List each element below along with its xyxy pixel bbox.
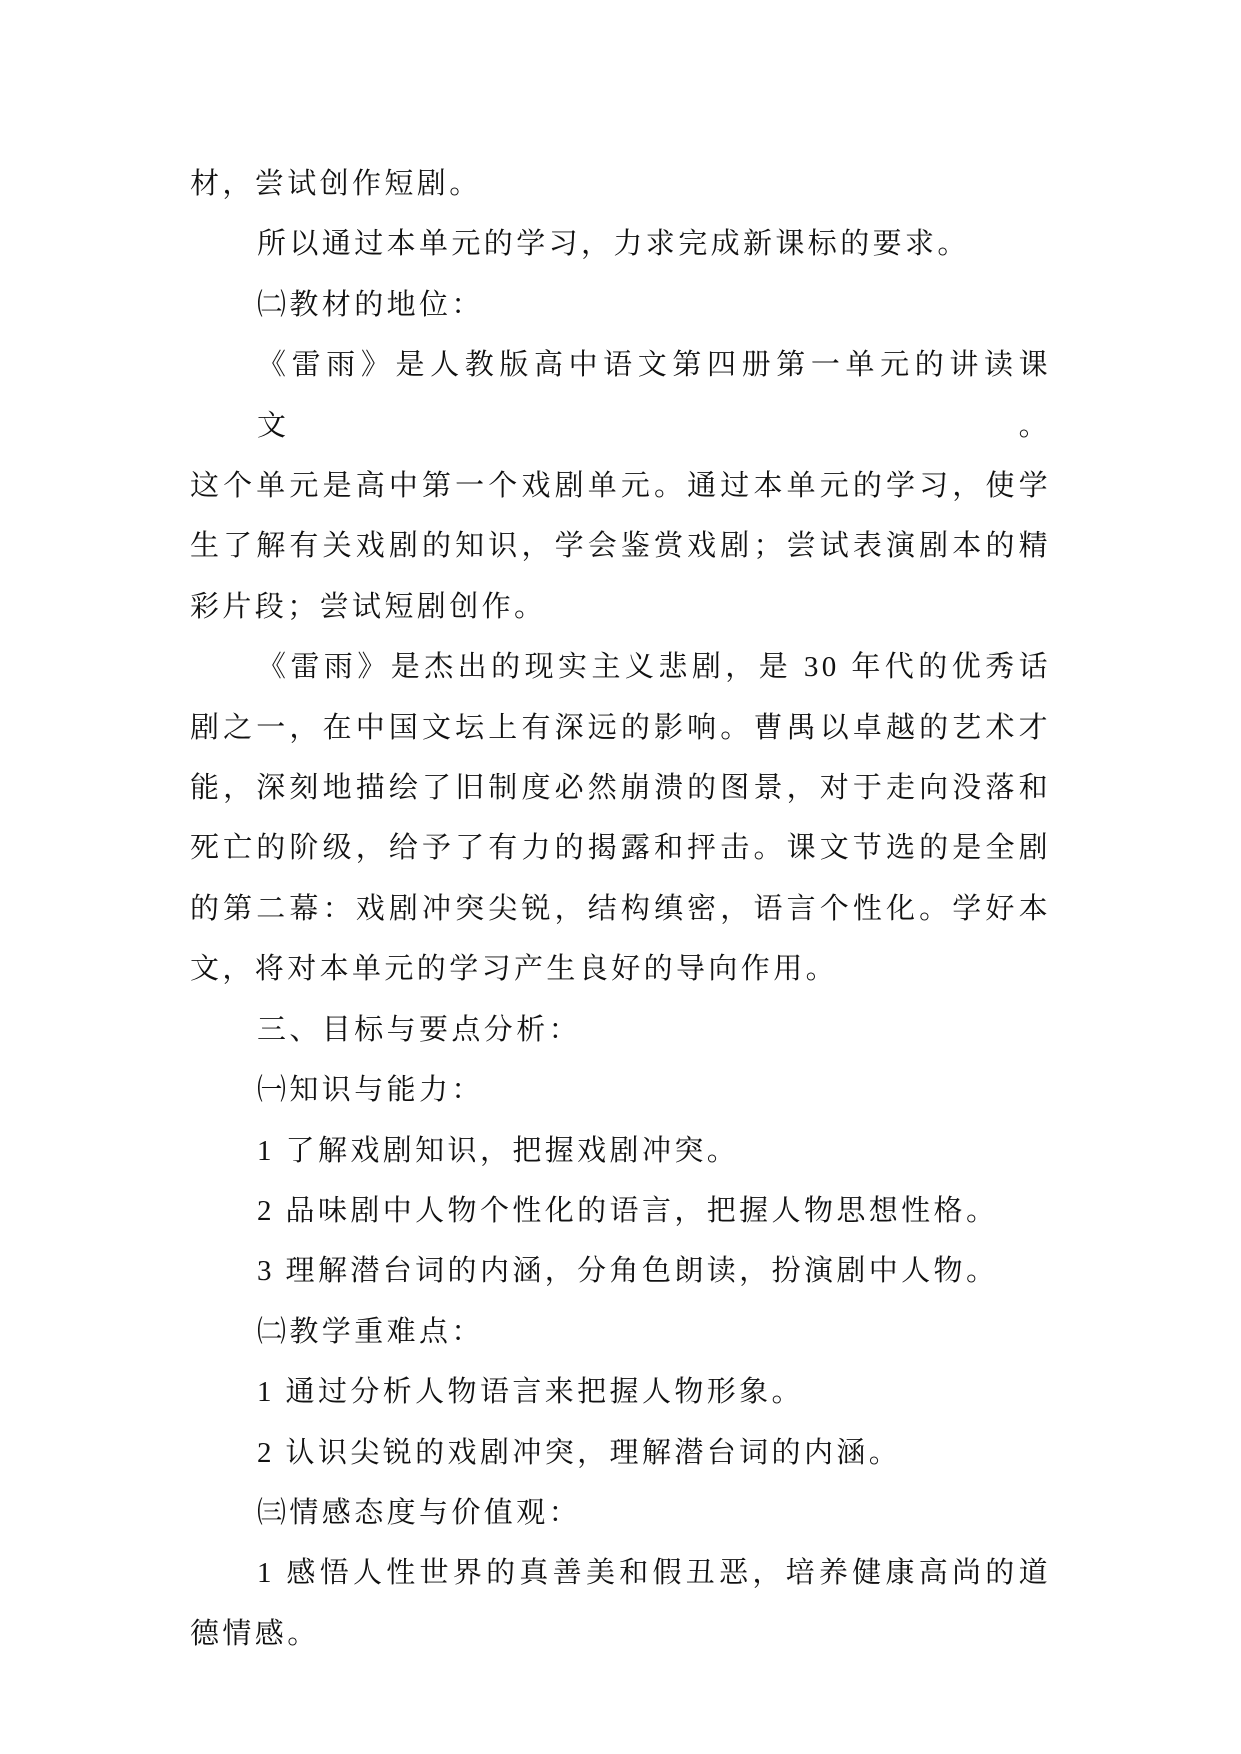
subsection-heading <box>190 275 1051 335</box>
text-line: 剧之一，在中国文坛上有深远的影响。曹禺以卓越的艺术才 <box>190 711 1051 744</box>
text-line: ㈠知识与能力： <box>257 1074 484 1107</box>
body-paragraph-continuation <box>190 154 1051 214</box>
list-item <box>190 1181 1051 1241</box>
subsection-heading <box>190 1302 1051 1362</box>
text-line: 这个单元是高中第一个戏剧单元。通过本单元的学习，使学 <box>190 470 1051 503</box>
text-line: 3 理解潜台词的内涵，分角色朗读，扮演剧中人物。 <box>257 1255 999 1288</box>
section-heading <box>190 1000 1051 1060</box>
list-item <box>190 1423 1051 1483</box>
document-body <box>190 154 1051 1664</box>
text-line: 生了解有关戏剧的知识，学会鉴赏戏剧；尝试表演剧本的精 <box>190 530 1051 563</box>
subsection-heading <box>190 1060 1051 1120</box>
text-line: 所以通过本单元的学习，力求完成新课标的要求。 <box>257 228 970 261</box>
text-line: 能，深刻地描绘了旧制度必然崩溃的图景，对于走向没落和 <box>190 772 1051 805</box>
text-line: 《雷雨》是杰出的现实主义悲剧，是 30 年代的优秀话 <box>257 651 1051 684</box>
list-item <box>190 1121 1051 1181</box>
text-line: 材，尝试创作短剧。 <box>190 168 482 200</box>
text-line: 2 认识尖锐的戏剧冲突，理解潜台词的内涵。 <box>257 1436 902 1469</box>
text-line: 德情感。 <box>190 1617 320 1650</box>
text-line: 1 了解戏剧知识，把握戏剧冲突。 <box>257 1134 740 1167</box>
list-item <box>190 1362 1051 1422</box>
text-line: 文，将对本单元的学习产生良好的导向作用。 <box>190 953 839 986</box>
body-paragraph <box>190 637 1051 999</box>
body-paragraph <box>190 214 1051 274</box>
text-line: 三、目标与要点分析： <box>257 1013 582 1046</box>
text-line: 《雷雨》是人教版高中语文第四册第一单元的讲读课文。 <box>257 349 1051 442</box>
text-line: 的第二幕：戏剧冲突尖锐，结构缜密，语言个性化。学好本 <box>190 892 1051 925</box>
text-line: 1 感悟人性世界的真善美和假丑恶，培养健康高尚的道 <box>257 1557 1051 1590</box>
text-line: 2 品味剧中人物个性化的语言，把握人物思想性格。 <box>257 1194 999 1227</box>
list-item <box>190 1543 1051 1664</box>
subsection-heading <box>190 1483 1051 1543</box>
list-item <box>190 1241 1051 1301</box>
text-line: ㈡教学重难点： <box>257 1315 484 1348</box>
text-line: ㈡教材的地位： <box>257 288 484 321</box>
text-line: 死亡的阶级，给予了有力的揭露和抨击。课文节选的是全剧 <box>190 832 1051 865</box>
text-line: ㈢情感态度与价值观： <box>257 1496 582 1529</box>
text-line: 彩片段；尝试短剧创作。 <box>190 590 547 623</box>
text-line: 1 通过分析人物语言来把握人物形象。 <box>257 1376 804 1409</box>
body-paragraph <box>190 335 1051 637</box>
